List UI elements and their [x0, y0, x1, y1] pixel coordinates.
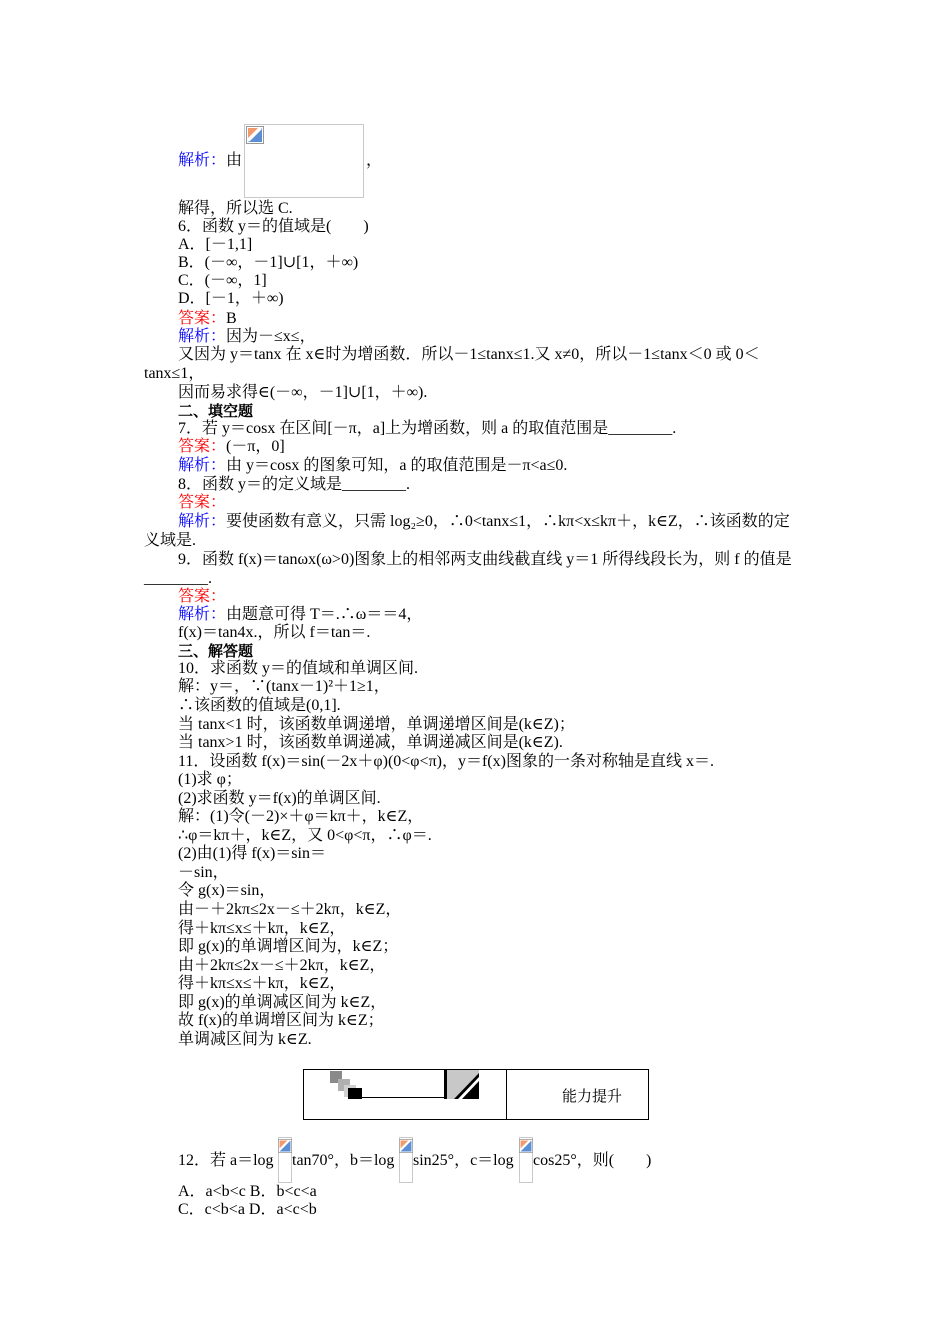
- line: f(x)＝tan4x.，所以 f＝tan＝.: [178, 624, 371, 641]
- line: [178, 494, 226, 512]
- q12-part1: 12．若 a＝log: [178, 1152, 274, 1169]
- line: 得＋kπ≤x≤＋kπ，k∈Z，: [178, 975, 346, 992]
- line: 即 g(x)的单调减区间为 k∈Z，: [178, 994, 387, 1011]
- line: 11．设函数 f(x)＝sin(－2x＋φ)(0<φ<π)，y＝f(x)图象的一条对称轴是直线 x＝.: [178, 753, 714, 770]
- line: [178, 513, 790, 531]
- label: 解析：: [178, 152, 227, 169]
- text: (－π，0]: [226, 438, 285, 455]
- line-l1b: ，: [366, 152, 383, 169]
- line: [178, 438, 285, 456]
- line: [178, 588, 226, 606]
- line: [178, 310, 237, 328]
- line: (1)求 φ；: [178, 771, 242, 788]
- line: 令 g(x)＝sin，: [178, 882, 276, 899]
- line: 8．函数 y＝的定义域是________.: [178, 476, 411, 493]
- line: 解得，所以选 C.: [178, 200, 293, 217]
- q12-options-1: A．a<b<c B．b<c<a: [178, 1183, 317, 1200]
- line: 因而易求得∈(－∞，－1]∪[1，＋∞).: [178, 384, 428, 401]
- broken-image-icon: [519, 1139, 533, 1153]
- line: 单调减区间为 k∈Z.: [178, 1031, 312, 1048]
- line: 6．函数 y＝的值域是( ): [178, 218, 369, 235]
- text: 由 y＝cosx 的图象可知，a 的取值范围是－π<a≤0.: [226, 457, 568, 474]
- line: 由－＋2kπ≤2x－≤＋2kπ，k∈Z，: [178, 901, 402, 918]
- line: 当 tanx>1 时，该函数单调递减，单调递减区间是(k∈Z).: [178, 734, 563, 751]
- analysis-label: 解析：: [178, 606, 227, 623]
- broken-image-icon: [399, 1139, 413, 1153]
- line: C．(－∞，1]: [178, 272, 267, 289]
- banner-label: 能力提升: [562, 1087, 623, 1105]
- analysis-label: 解析：: [178, 457, 227, 474]
- q12-part4: cos25°，则( ): [533, 1152, 652, 1169]
- line: ∴该函数的值域是(0,1].: [178, 697, 341, 714]
- q12-part2: tan70°，b＝log: [292, 1152, 395, 1169]
- line: [178, 328, 316, 346]
- line: 得＋kπ≤x≤＋kπ，k∈Z，: [178, 920, 346, 937]
- q12-part3: sin25°，c＝log: [413, 1152, 514, 1169]
- line-l1a: [178, 152, 242, 170]
- line: 故 f(x)的单调增区间为 k∈Z；: [178, 1012, 384, 1029]
- line: ∴φ＝kπ＋，k∈Z，又 0<φ<π，∴φ＝.: [178, 827, 432, 844]
- line: (2)求函数 y＝f(x)的单调区间.: [178, 790, 381, 807]
- line: 解：y＝，∵(tanx－1)²＋1≥1，: [178, 678, 390, 695]
- line: 9．函数 f(x)＝tanωx(ω>0)图象上的相邻两支曲线截直线 y＝1 所得线段长为，则 f 的值是: [178, 551, 792, 568]
- answer-label: 答案：: [178, 438, 227, 455]
- broken-image-icon: [246, 126, 264, 144]
- line: －sin，: [178, 864, 229, 881]
- line: B．(－∞，－1]∪[1，＋∞): [178, 254, 359, 271]
- line: A．[－1,1]: [178, 236, 253, 253]
- answer-label: 答案：: [178, 588, 227, 605]
- line: [178, 457, 567, 475]
- line: D．[－1，＋∞): [178, 290, 284, 307]
- line: 由＋2kπ≤2x－≤＋2kπ，k∈Z，: [178, 957, 386, 974]
- analysis-label: 解析：: [178, 513, 227, 530]
- answer-label: 答案：: [178, 310, 227, 327]
- line: tanx≤1，: [144, 365, 205, 382]
- line: 7．若 y＝cosx 在区间[－π，a]上为增函数，则 a 的取值范围是________.: [178, 420, 677, 437]
- broken-image-icon: [278, 1139, 292, 1153]
- line: 解：(1)令(－2)×＋φ＝kπ＋，k∈Z，: [178, 808, 424, 825]
- q12-options-2: C．c<b<a D．a<c<b: [178, 1201, 317, 1218]
- line: [178, 606, 422, 624]
- line: 当 tanx<1 时，该函数单调递增，单调递增区间是(k∈Z)；: [178, 716, 575, 733]
- text: 由题意可得 T＝.∴ω＝＝4，: [226, 606, 423, 623]
- text: 因为－≤x≤，: [226, 328, 316, 345]
- text: 要使函数有意义，只需 log₂≥0，∴0<tanx≤1，∴kπ<x≤kπ＋，k∈Z，∴该函数的定: [226, 513, 790, 530]
- line: ________.: [144, 570, 212, 587]
- text: 由: [226, 152, 243, 169]
- section-heading: 三、解答题: [178, 642, 254, 660]
- line: (2)由(1)得 f(x)＝sin＝: [178, 845, 326, 862]
- line: 即 g(x)的单调增区间为，k∈Z；: [178, 938, 399, 955]
- banner-decoration-icon: [328, 1069, 508, 1119]
- section-heading: 二、填空题: [178, 402, 254, 420]
- analysis-label: 解析：: [178, 328, 227, 345]
- text: B: [226, 310, 237, 327]
- line: 又因为 y＝tanx 在 x∈时为增函数．所以－1≤tanx≤1.又 x≠0，所以－1≤tanx＜0 或 0＜: [178, 346, 760, 363]
- answer-label: 答案：: [178, 494, 227, 511]
- line: 义域是.: [144, 532, 197, 549]
- line: 10．求函数 y＝的值域和单调区间.: [178, 660, 419, 677]
